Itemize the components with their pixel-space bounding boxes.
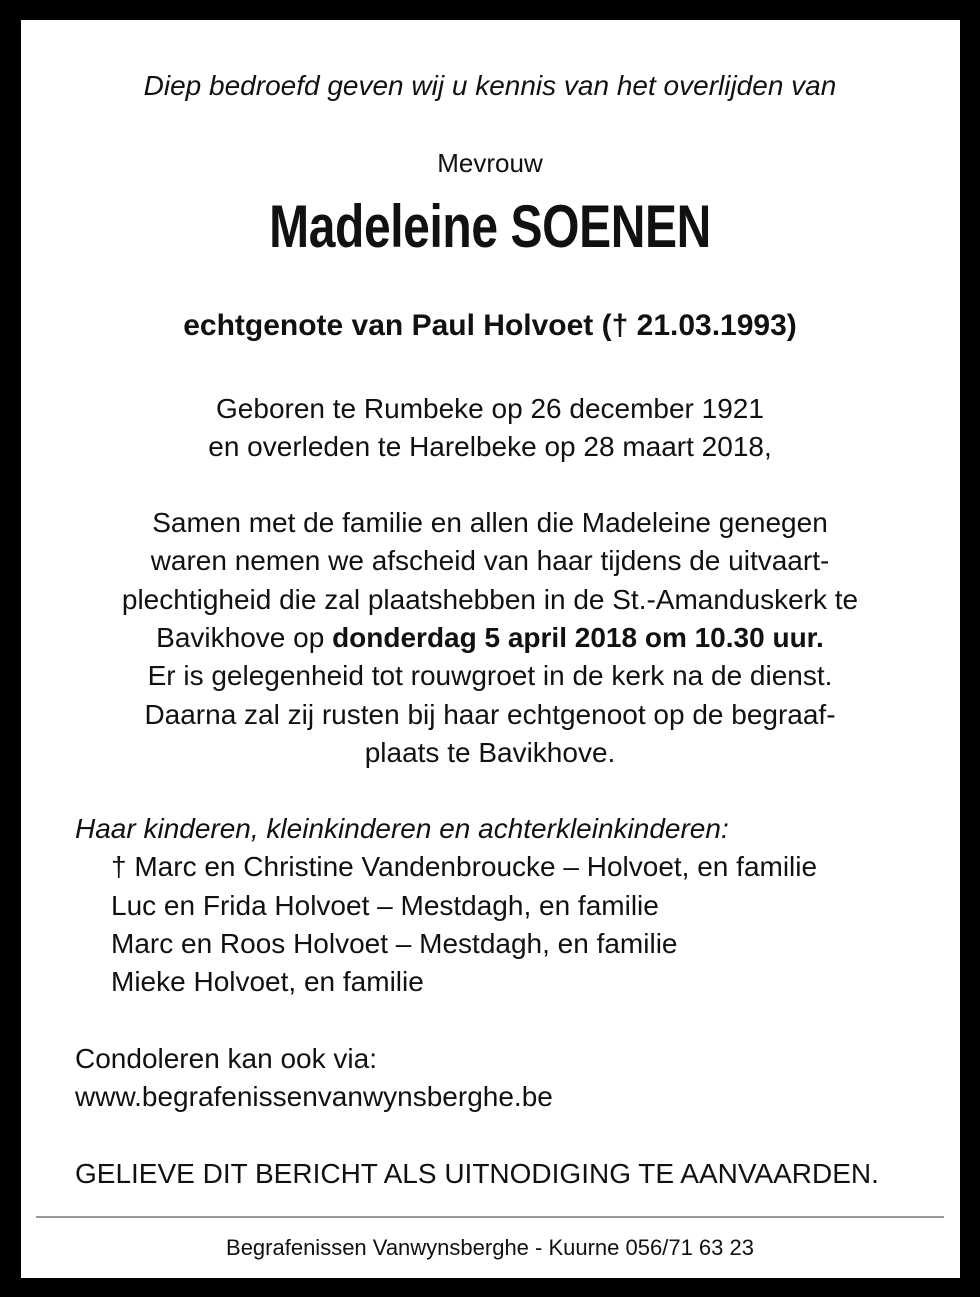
service-line-4-prefix: Bavikhove op: [156, 622, 333, 653]
condolence-label: Condoleren kan ook via:: [75, 1043, 377, 1074]
condolence-url: www.begrafenissenvanwynsberghe.be: [75, 1081, 553, 1112]
service-line-1: Samen met de familie en allen die Madeleine genegen: [152, 507, 828, 538]
death-line: en overleden te Harelbeke op 28 maart 2018,: [208, 431, 772, 462]
funeral-home-footer: Begrafenissen Vanwynsberghe - Kuurne 056/71 63 23: [226, 1235, 754, 1260]
deceased-name: Madeleine SOENEN: [269, 193, 711, 260]
service-line-2: waren nemen we afscheid van haar tijdens de uitvaart-: [150, 545, 830, 576]
family-member: † Marc en Christine Vandenbroucke – Holvoet, en familie: [111, 851, 818, 882]
family-member: Luc en Frida Holvoet – Mestdagh, en familie: [111, 890, 659, 921]
service-line-7: plaats te Bavikhove.: [364, 737, 616, 768]
service-line-5: Er is gelegenheid tot rouwgroet in de kerk na de dienst.: [147, 660, 833, 691]
service-line-3: plechtigheid die zal plaatshebben in de St.-Amanduskerk te: [121, 584, 859, 615]
invitation-notice: GELIEVE DIT BERICHT ALS UITNODIGING TE AANVAARDEN.: [75, 1158, 879, 1189]
intro-text: Diep bedroefd geven wij u kennis van het overlijden van: [143, 70, 837, 101]
family-member: Marc en Roos Holvoet – Mestdagh, en familie: [111, 928, 678, 959]
service-date-time: donderdag 5 april 2018 om 10.30 uur.: [332, 622, 824, 653]
family-heading: Haar kinderen, kleinkinderen en achterkleinkinderen:: [75, 813, 729, 844]
service-line-6: Daarna zal zij rusten bij haar echtgenoot op de begraaf-: [144, 699, 836, 730]
footer-divider: [36, 1216, 944, 1218]
service-line-4: [0, 622, 980, 654]
family-member: Mieke Holvoet, en familie: [111, 966, 424, 997]
honorific: Mevrouw: [437, 148, 543, 178]
birth-line: Geboren te Rumbeke op 26 december 1921: [216, 393, 764, 424]
spouse-line: echtgenote van Paul Holvoet († 21.03.1993): [183, 309, 797, 342]
